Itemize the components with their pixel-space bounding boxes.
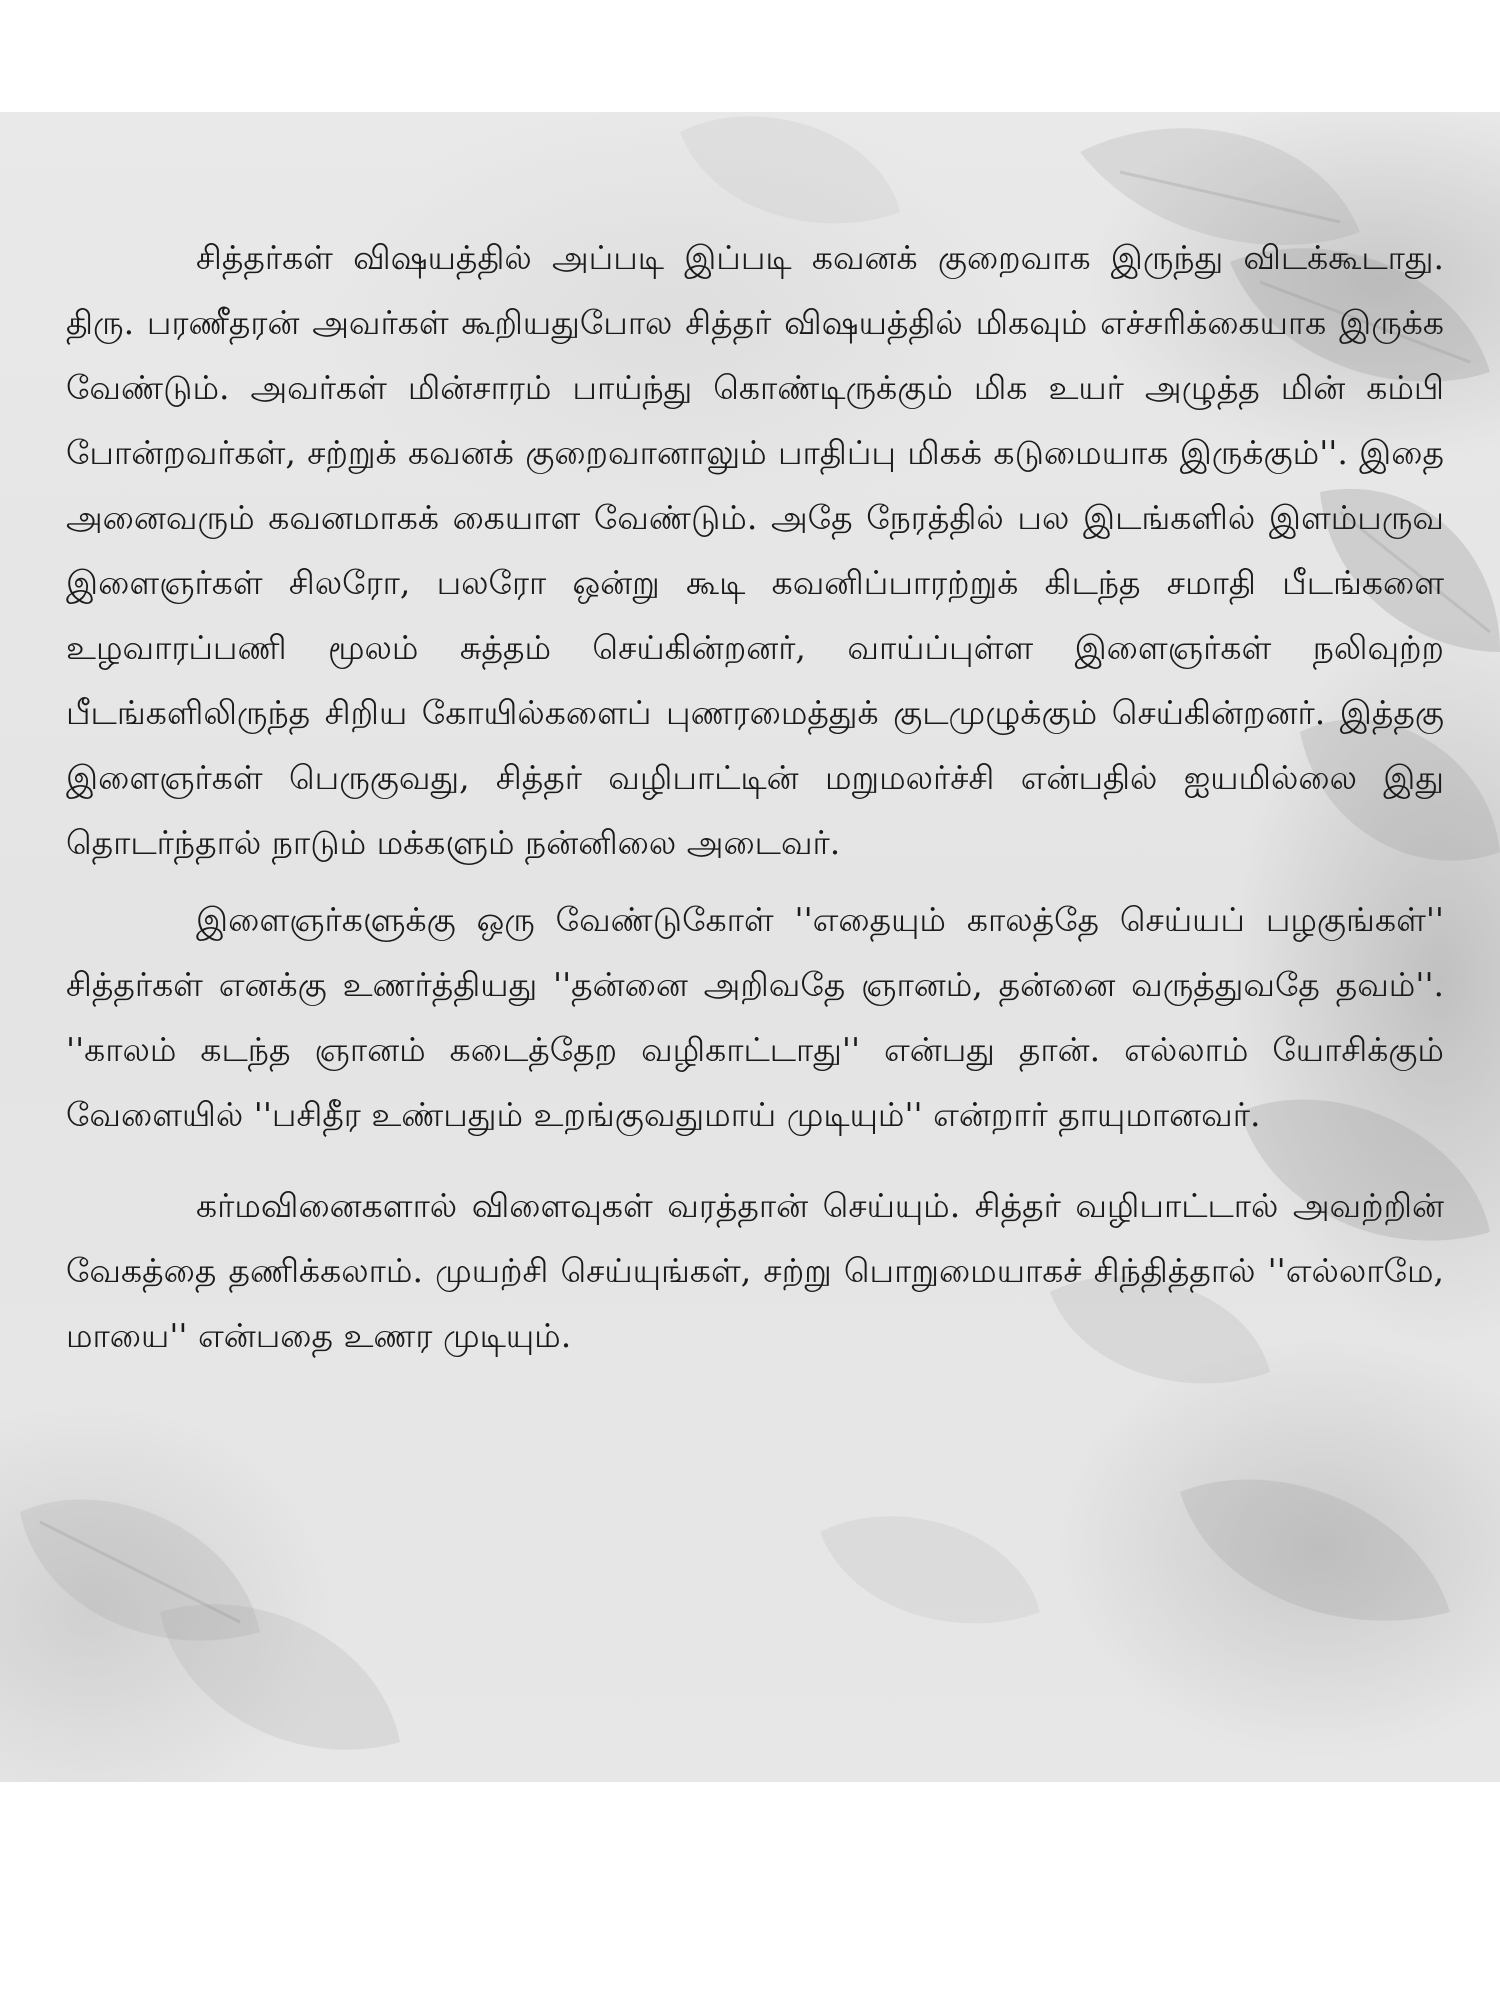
scanned-page-area [0, 112, 1500, 1782]
leaf-shape-8 [160, 1604, 400, 1749]
leaf-shape-9 [680, 116, 900, 223]
paragraph-3: கர்மவினைகளால் விளைவுகள் வரத்தான் செய்யும். சித்தர் வழிபாட்டால் அவற்றின் வேகத்தை தணிக்கலாம். முயற்சி செய்யுங்கள், சற்று பொறுமையாகச் சிந்தித்தால் ''எல்லாமே, மாயை'' என்பதை உணர முடியும். [66, 1186, 1444, 1355]
paragraph-2: இளைஞர்களுக்கு ஒரு வேண்டுகோள் ''எதையும் காலத்தே செய்யப் பழகுங்கள்'' சித்தர்கள் எனக்கு உணர்த்தியது ''தன்னை அறிவதே ஞானம், தன்னை வருத்துவதே தவம்''. ''காலம் கடந்த ஞானம் கடைத்தேற வழிகாட்டாது'' என்பது தான். எல்லாம் யோசிக்கும் வேளையில் ''பசிதீர உண்பதும் உறங்குவதுமாய் முடியும்'' என்றார் தாயுமானவர். [66, 900, 1444, 1134]
paragraph-1: சித்தர்கள் விஷயத்தில் அப்படி இப்படி கவனக் குறைவாக இருந்து விடக்கூடாது. திரு. பரணீதரன் அவர்கள் கூறியதுபோல சித்தர் விஷயத்தில் மிகவும் எச்சரிக்கையாக இருக்க வேண்டும். அவர்கள் மின்சாரம் பாய்ந்து கொண்டிருக்கும் மிக உயர் அழுத்த மின் கம்பி போன்றவர்கள், சற்றுக் கவனக் குறைவானாலும் பாதிப்பு மிகக் கடுமையாக இருக்கும்''. இதை அனைவரும் கவனமாகக் கையாள வேண்டும். அதே நேரத்தில் பல இடங்களில் இளம்பருவ இளைஞர்கள் சிலரோ, பலரோ ஒன்று கூடி கவனிப்பாரற்றுக் கிடந்த சமாதி பீடங்களை உழவாரப்பணி மூலம் சுத்தம் செய்கின்றனர், வாய்ப்புள்ள இளைஞர்கள் நலிவுற்ற பீடங்களிலிருந்த சிறிய கோயில்களைப் புணரமைத்துக் குடமுழுக்கும் செய்கின்றனர். இத்தகு இளைஞர்கள் பெருகுவது, சித்தர் வழிபாட்டின் மறுமலர்ச்சி என்பதில் ஐயமில்லை இது தொடர்ந்தால் நாடும் மக்களும் நன்னிலை அடைவர். [66, 238, 1444, 862]
body-text [66, 225, 1444, 1368]
leaf-shape-11 [820, 1516, 1040, 1623]
leaf-shape-6 [1180, 1479, 1450, 1620]
